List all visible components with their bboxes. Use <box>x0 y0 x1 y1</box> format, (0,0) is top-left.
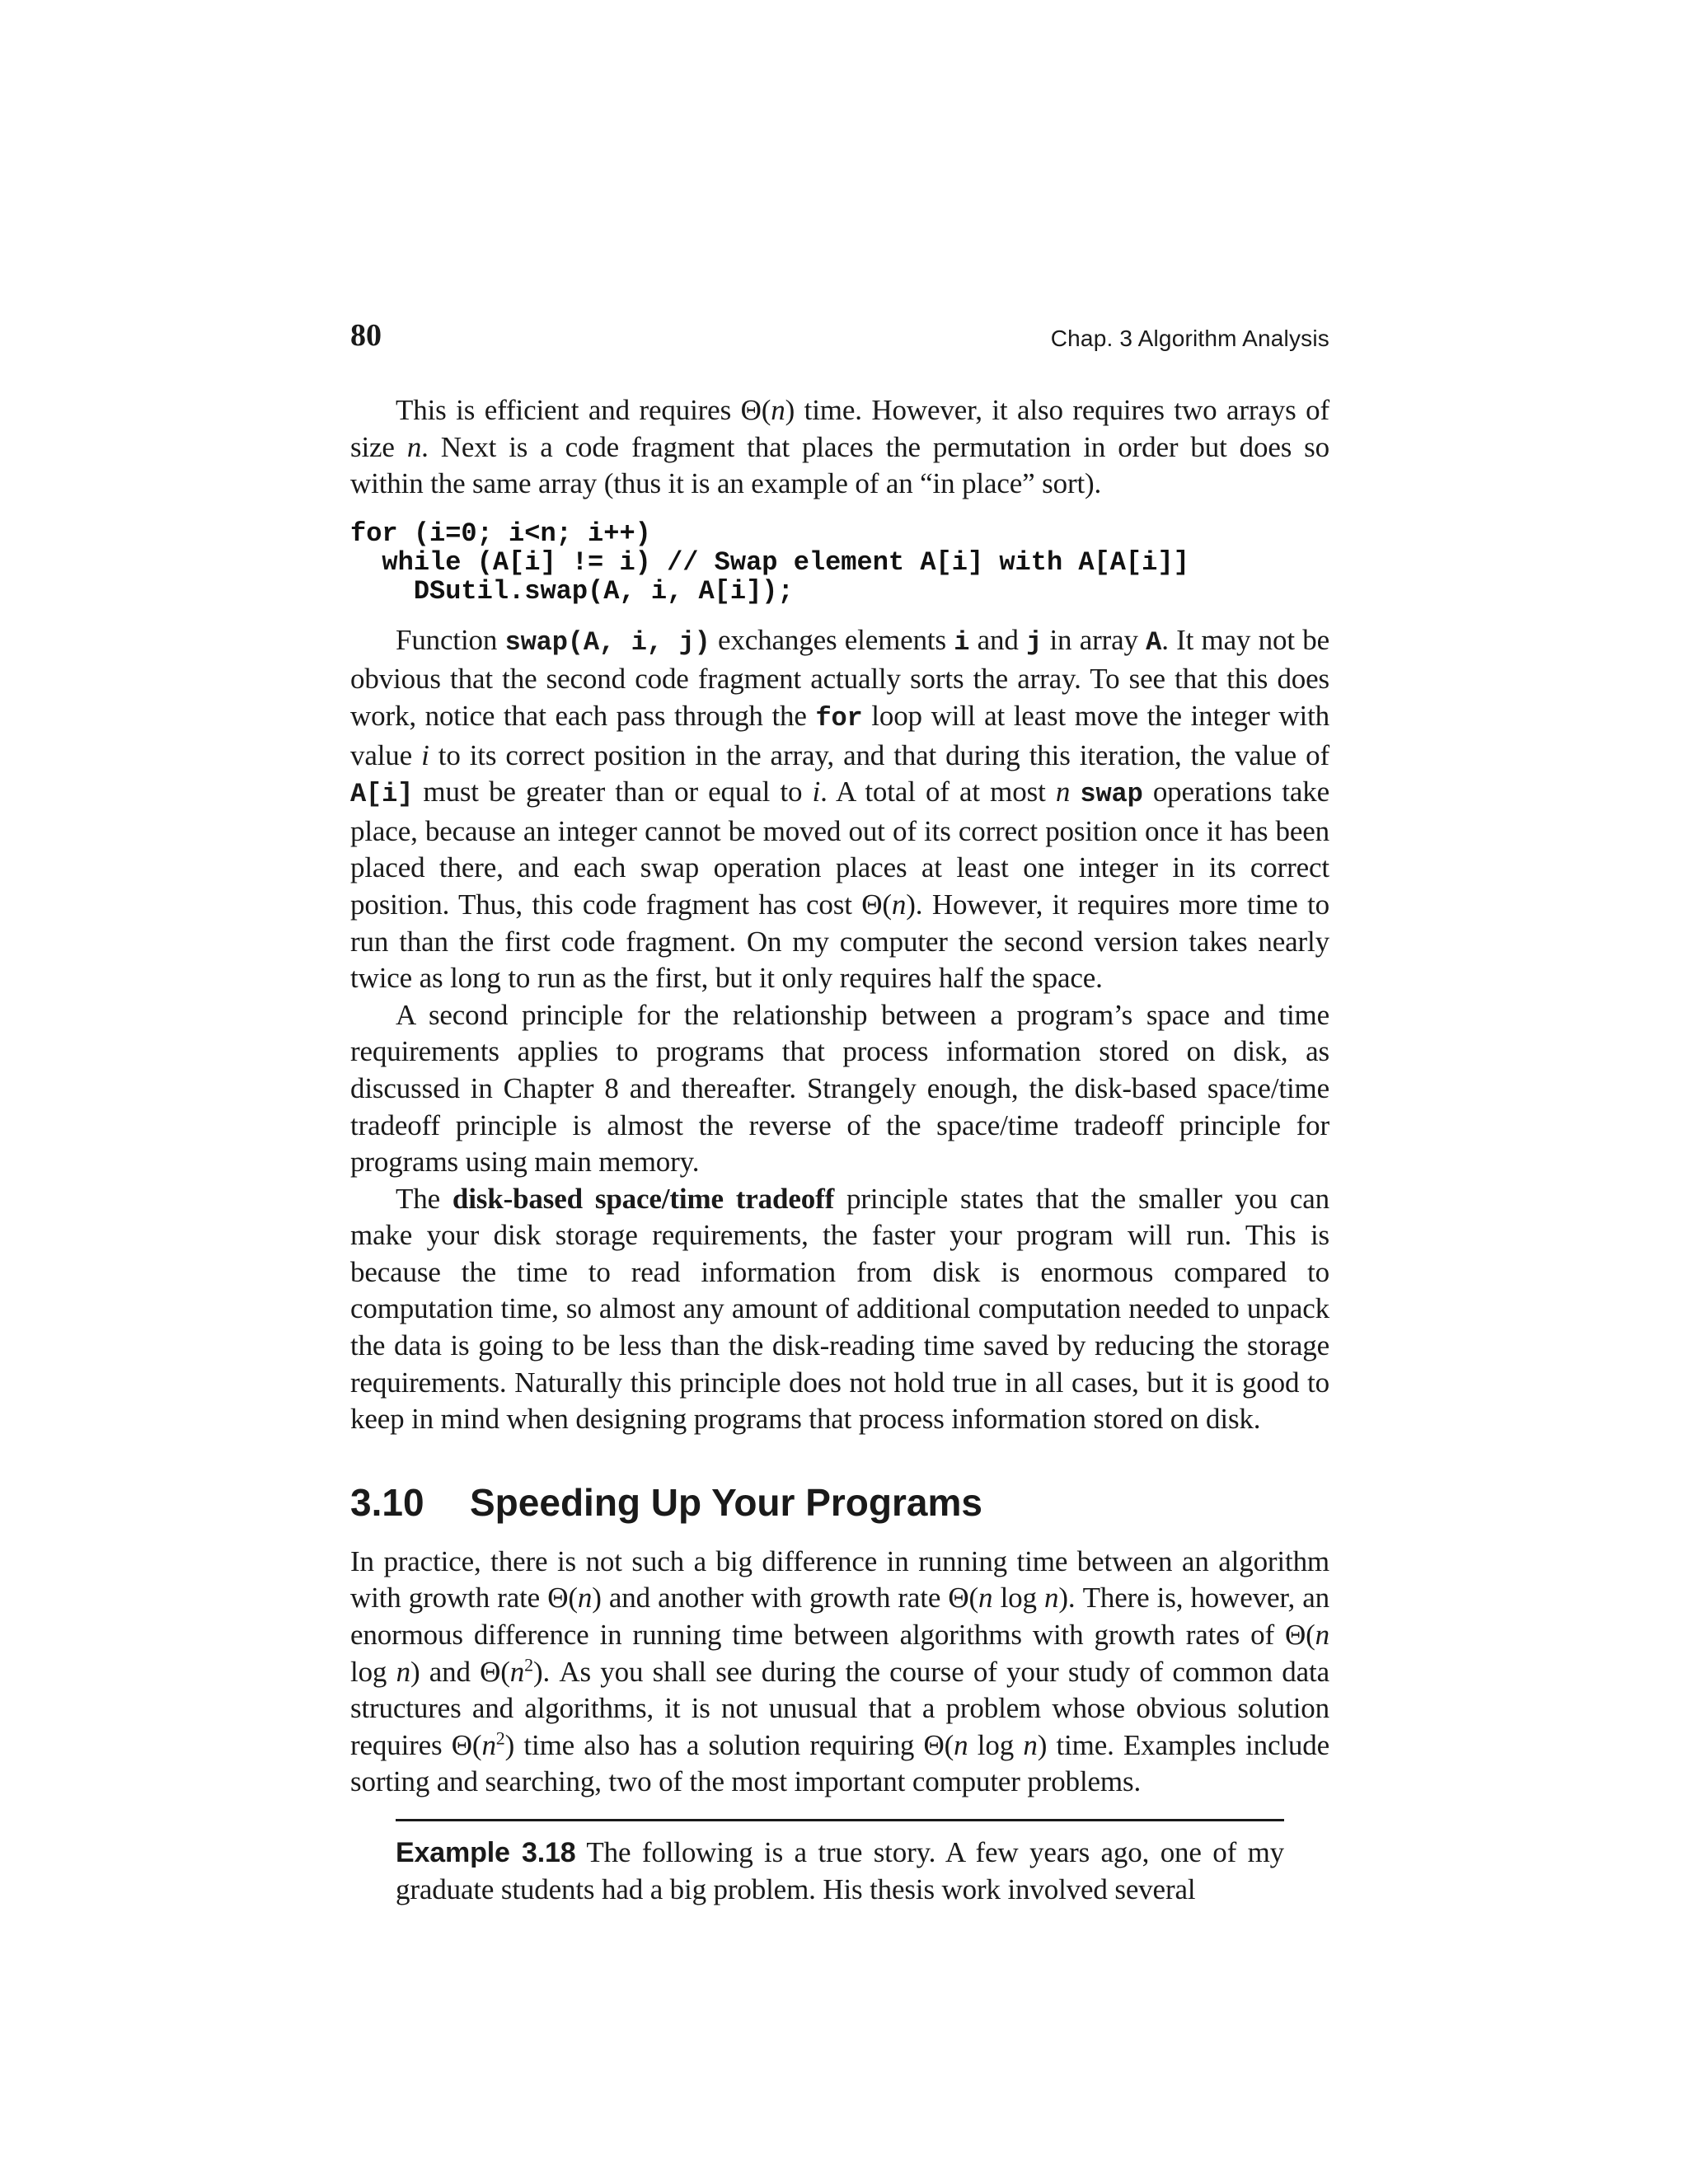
code-line-1: for (i=0; i<n; i++) <box>350 518 651 549</box>
term-disk-based-tradeoff: disk-based space/time tradeoff <box>452 1182 835 1215</box>
section-number: 3.10 <box>350 1480 424 1524</box>
example-box <box>396 1819 1284 1908</box>
paragraph-2: Function swap(A, i, j) exchanges elements i and j in array A. It may not be obvious that the second code fragment actually sorts the array. To see that this does work, notice that each pass through the for loop will at least move the integer with value i to its correct position in the array, and that during this iteration, the value of A[i] must be greater than or equal to i. A total of at most n swap operations take place, because an integer cannot be moved out of its correct position once it has been placed there, and each swap operation places at least one integer in its correct position. Thus, this code fragment has cost Θ(n). However, it requires more time to run than the first code fragment. On my computer the second version takes nearly twice as long to run as the first, but it only requires half the space. <box>350 623 1329 995</box>
section-title: Speeding Up Your Programs <box>470 1480 982 1524</box>
running-head: Chap. 3 Algorithm Analysis <box>1050 326 1329 351</box>
paragraph-3: A second principle for the relationship between a program’s space and time requirements applies to programs that process information stored on disk, as discussed in Chapter 8 and thereafter. Strangely enough, the disk-based space/time tradeoff principle is almost the reverse of the space/time tradeoff principle for programs using main memory. <box>350 998 1329 1179</box>
paragraph-1: This is efficient and requires Θ(n) time. However, it also requires two arrays of size n. Next is a code fragment that places the permutation in order but does so within the same array (thus it is an example of an “in place” sort). <box>350 394 1329 500</box>
page-header <box>350 315 1329 356</box>
page-number: 80 <box>350 318 382 353</box>
example-label: Example 3.18 <box>396 1837 576 1868</box>
code-line-3: DSutil.swap(A, i, A[i]); <box>350 575 794 607</box>
page-content <box>350 392 1329 1908</box>
paragraph-5: In practice, there is not such a big difference in running time between an algorithm with growth rate Θ(n) and another with growth rate Θ(n log n). There is, however, an enormous difference in running time between algorithms with growth rates of Θ(n log n) and $\Theta(n^2)$. As you shall see during the course of your study of common data structures and algorithms, it is not unusual that a problem whose obvious solution requires $\Theta(n^2)$ time also has a solution requiring Θ(n log n) time. Examples include sorting and searching, two of the most important computer problems. <box>350 1544 1330 1798</box>
paragraph-4: The disk-based space/time tradeoff principle states that the smaller you can make your disk storage requirements, the faster your program will run. This is because the time to read information from disk is enormous compared to computation time, so almost any amount of additional computation needed to unpack the data is going to be less than the disk-reading time saved by reducing the storage requirements. Naturally this principle does not hold true in all cases, but it is good to keep in mind when designing programs that process information stored on disk. <box>350 1182 1329 1436</box>
example-paragraph: Example 3.18 The following is a true story. A few years ago, one of my graduate students had a big problem. His thesis work involved several <box>396 1836 1284 1905</box>
code-fragment <box>350 519 1329 606</box>
section-heading <box>350 1478 1329 1527</box>
code-line-2: while (A[i] != i) // Swap element A[i] with A[A[i]] <box>350 546 1189 578</box>
